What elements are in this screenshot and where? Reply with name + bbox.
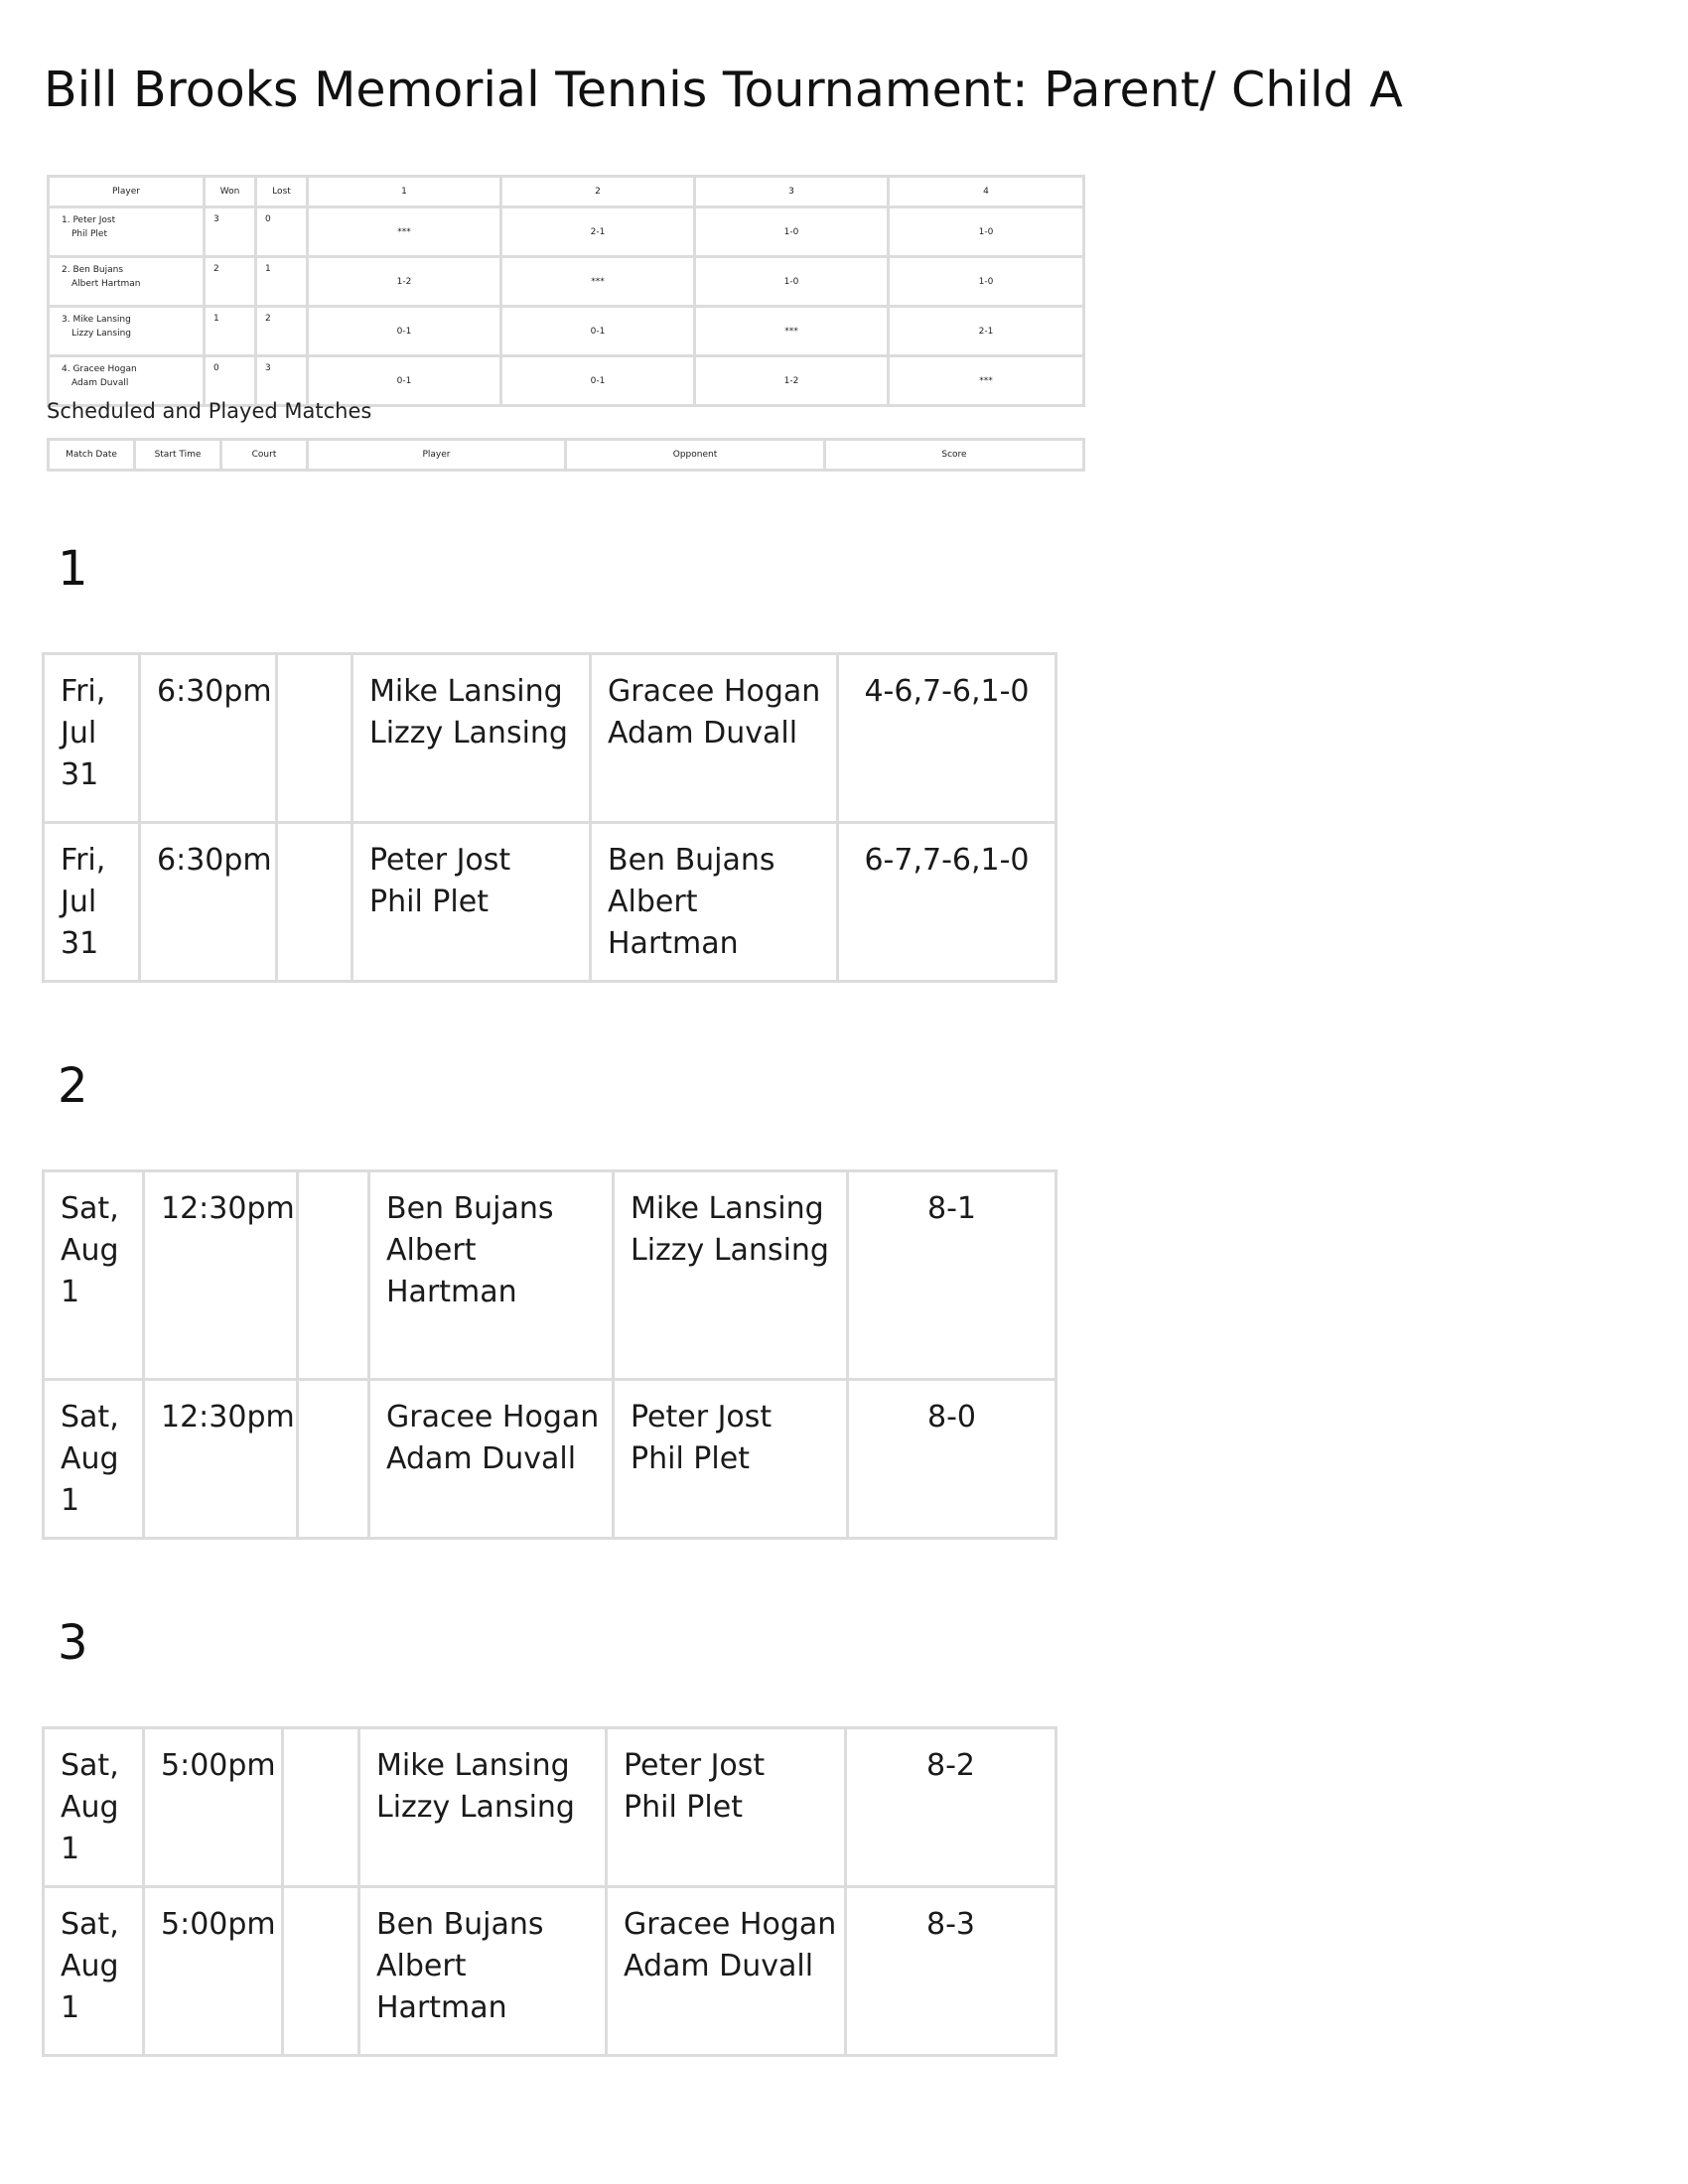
opponent-name: Peter Jost bbox=[624, 1748, 766, 1783]
opponent-name: Ben Bujans bbox=[608, 843, 775, 878]
result-cell: 1-0 bbox=[695, 207, 889, 257]
result-cell: 0-1 bbox=[308, 356, 501, 406]
won-count: 3 bbox=[205, 207, 256, 257]
player-team bbox=[352, 654, 591, 823]
player-name: Gracee Hogan bbox=[386, 1400, 600, 1434]
column-header-opponent-2: 2 bbox=[501, 177, 695, 207]
round-matches-table bbox=[42, 1726, 1057, 2057]
schedule-header-row bbox=[49, 440, 1084, 471]
player-name: Hartman bbox=[386, 1275, 517, 1309]
team-name-1: 3. Mike Lansing bbox=[62, 315, 131, 325]
standings-row bbox=[49, 207, 1084, 257]
match-row bbox=[44, 654, 1056, 823]
column-header-score: Score bbox=[825, 440, 1084, 471]
column-header-player: Player bbox=[49, 177, 205, 207]
player-name: Lizzy Lansing bbox=[376, 1790, 575, 1825]
opponent-name: Mike Lansing bbox=[631, 1191, 824, 1226]
match-date bbox=[44, 1380, 144, 1539]
player-team bbox=[369, 1380, 614, 1539]
column-header-opponent: Opponent bbox=[566, 440, 825, 471]
court bbox=[298, 1171, 369, 1380]
schedule-header-table bbox=[47, 438, 1085, 472]
date-weekday: Sat, bbox=[61, 1191, 119, 1226]
result-cell: 1-2 bbox=[695, 356, 889, 406]
date-weekday: Sat, bbox=[61, 1400, 119, 1434]
page-title: Bill Brooks Memorial Tennis Tournament: Parent/ Child A bbox=[44, 62, 1403, 118]
date-weekday: Fri, bbox=[61, 843, 106, 878]
date-day: 1 bbox=[61, 1275, 80, 1309]
team-names bbox=[49, 356, 205, 406]
start-time: 12:30pm bbox=[144, 1171, 298, 1380]
column-header-opponent-3: 3 bbox=[695, 177, 889, 207]
court bbox=[277, 823, 352, 982]
match-row bbox=[44, 1887, 1056, 2056]
player-team bbox=[359, 1887, 607, 2056]
match-score: 8-2 bbox=[846, 1728, 1056, 1887]
team-names bbox=[49, 307, 205, 356]
team-name-1: 4. Gracee Hogan bbox=[62, 364, 137, 374]
date-weekday: Sat, bbox=[61, 1907, 119, 1942]
date-weekday: Fri, bbox=[61, 674, 106, 709]
date-month: Jul bbox=[61, 716, 97, 751]
opponent-name: Peter Jost bbox=[631, 1400, 773, 1434]
opponent-name: Phil Plet bbox=[624, 1790, 743, 1825]
result-cell: *** bbox=[308, 207, 501, 257]
column-header-start-time: Start Time bbox=[135, 440, 221, 471]
match-date bbox=[44, 1887, 144, 2056]
date-day: 1 bbox=[61, 1832, 80, 1866]
schedule-section-title: Scheduled and Played Matches bbox=[47, 399, 372, 423]
opponent-name: Gracee Hogan bbox=[608, 674, 821, 709]
court bbox=[283, 1728, 359, 1887]
standings-row bbox=[49, 257, 1084, 307]
lost-count: 1 bbox=[256, 257, 308, 307]
won-count: 0 bbox=[205, 356, 256, 406]
result-cell: 2-1 bbox=[889, 307, 1084, 356]
player-name: Ben Bujans bbox=[376, 1907, 544, 1942]
column-header-won: Won bbox=[205, 177, 256, 207]
match-row bbox=[44, 1728, 1056, 1887]
team-name-1: 1. Peter Jost bbox=[62, 215, 116, 225]
opponent-team bbox=[591, 654, 838, 823]
won-count: 1 bbox=[205, 307, 256, 356]
round-heading: 3 bbox=[58, 1615, 88, 1671]
won-count: 2 bbox=[205, 257, 256, 307]
column-header-lost: Lost bbox=[256, 177, 308, 207]
column-header-opponent-4: 4 bbox=[889, 177, 1084, 207]
round-matches-table bbox=[42, 652, 1057, 983]
team-names bbox=[49, 257, 205, 307]
opponent-team bbox=[607, 1728, 846, 1887]
match-date bbox=[44, 654, 140, 823]
result-cell: *** bbox=[501, 257, 695, 307]
match-date bbox=[44, 1171, 144, 1380]
team-name-2: Albert Hartman bbox=[71, 279, 141, 289]
match-score: 4-6,7-6,1-0 bbox=[838, 654, 1056, 823]
lost-count: 3 bbox=[256, 356, 308, 406]
result-cell: 1-0 bbox=[889, 207, 1084, 257]
match-row bbox=[44, 1171, 1056, 1380]
standings-row bbox=[49, 356, 1084, 406]
date-day: 1 bbox=[61, 1990, 80, 2025]
player-name: Peter Jost bbox=[369, 843, 511, 878]
date-month: Aug bbox=[61, 1790, 119, 1825]
start-time: 5:00pm bbox=[144, 1728, 283, 1887]
date-month: Aug bbox=[61, 1949, 119, 1983]
court bbox=[277, 654, 352, 823]
match-row bbox=[44, 1380, 1056, 1539]
court bbox=[298, 1380, 369, 1539]
standings-row bbox=[49, 307, 1084, 356]
team-name-2: Phil Plet bbox=[71, 229, 107, 239]
opponent-team bbox=[614, 1380, 848, 1539]
player-name: Mike Lansing bbox=[376, 1748, 570, 1783]
result-cell: 1-0 bbox=[695, 257, 889, 307]
match-date bbox=[44, 1728, 144, 1887]
team-name-2: Lizzy Lansing bbox=[71, 329, 131, 339]
result-cell: 0-1 bbox=[501, 356, 695, 406]
team-name-1: 2. Ben Bujans bbox=[62, 265, 124, 275]
match-score: 8-1 bbox=[848, 1171, 1056, 1380]
opponent-name: Adam Duvall bbox=[608, 716, 798, 751]
start-time: 6:30pm bbox=[140, 823, 277, 982]
player-name: Lizzy Lansing bbox=[369, 716, 568, 751]
player-name: Mike Lansing bbox=[369, 674, 563, 709]
date-weekday: Sat, bbox=[61, 1748, 119, 1783]
opponent-name: Adam Duvall bbox=[624, 1949, 814, 1983]
standings-header-row bbox=[49, 177, 1084, 207]
player-name: Adam Duvall bbox=[386, 1441, 577, 1476]
date-month: Jul bbox=[61, 885, 97, 919]
opponent-team bbox=[614, 1171, 848, 1380]
result-cell: 2-1 bbox=[501, 207, 695, 257]
result-cell: 1-2 bbox=[308, 257, 501, 307]
column-header-match-date: Match Date bbox=[49, 440, 135, 471]
player-team bbox=[359, 1728, 607, 1887]
opponent-team bbox=[591, 823, 838, 982]
lost-count: 0 bbox=[256, 207, 308, 257]
team-name-2: Adam Duvall bbox=[71, 378, 129, 388]
player-name: Ben Bujans bbox=[386, 1191, 554, 1226]
player-name: Phil Plet bbox=[369, 885, 489, 919]
lost-count: 2 bbox=[256, 307, 308, 356]
player-team bbox=[369, 1171, 614, 1380]
player-name: Albert Hartman bbox=[376, 1949, 507, 2025]
round-heading: 2 bbox=[58, 1058, 88, 1114]
date-day: 31 bbox=[61, 757, 99, 792]
round-matches-table bbox=[42, 1169, 1057, 1540]
round-heading: 1 bbox=[58, 541, 88, 597]
date-month: Aug bbox=[61, 1233, 119, 1268]
result-cell: *** bbox=[695, 307, 889, 356]
result-cell: 0-1 bbox=[308, 307, 501, 356]
match-row bbox=[44, 823, 1056, 982]
column-header-court: Court bbox=[221, 440, 308, 471]
opponent-team bbox=[607, 1887, 846, 2056]
date-day: 1 bbox=[61, 1483, 80, 1518]
column-header-player: Player bbox=[308, 440, 566, 471]
date-day: 31 bbox=[61, 926, 99, 961]
match-score: 6-7,7-6,1-0 bbox=[838, 823, 1056, 982]
match-score: 8-3 bbox=[846, 1887, 1056, 2056]
start-time: 12:30pm bbox=[144, 1380, 298, 1539]
match-date bbox=[44, 823, 140, 982]
player-team bbox=[352, 823, 591, 982]
match-score: 8-0 bbox=[848, 1380, 1056, 1539]
start-time: 6:30pm bbox=[140, 654, 277, 823]
opponent-name: Phil Plet bbox=[631, 1441, 750, 1476]
result-cell: 0-1 bbox=[501, 307, 695, 356]
opponent-name: Gracee Hogan bbox=[624, 1907, 837, 1942]
opponent-name: Albert Hartman bbox=[608, 885, 739, 961]
column-header-opponent-1: 1 bbox=[308, 177, 501, 207]
start-time: 5:00pm bbox=[144, 1887, 283, 2056]
standings-table bbox=[47, 175, 1085, 407]
result-cell: *** bbox=[889, 356, 1084, 406]
team-names bbox=[49, 207, 205, 257]
court bbox=[283, 1887, 359, 2056]
date-month: Aug bbox=[61, 1441, 119, 1476]
result-cell: 1-0 bbox=[889, 257, 1084, 307]
player-name: Albert bbox=[386, 1233, 477, 1268]
opponent-name: Lizzy Lansing bbox=[631, 1233, 829, 1268]
